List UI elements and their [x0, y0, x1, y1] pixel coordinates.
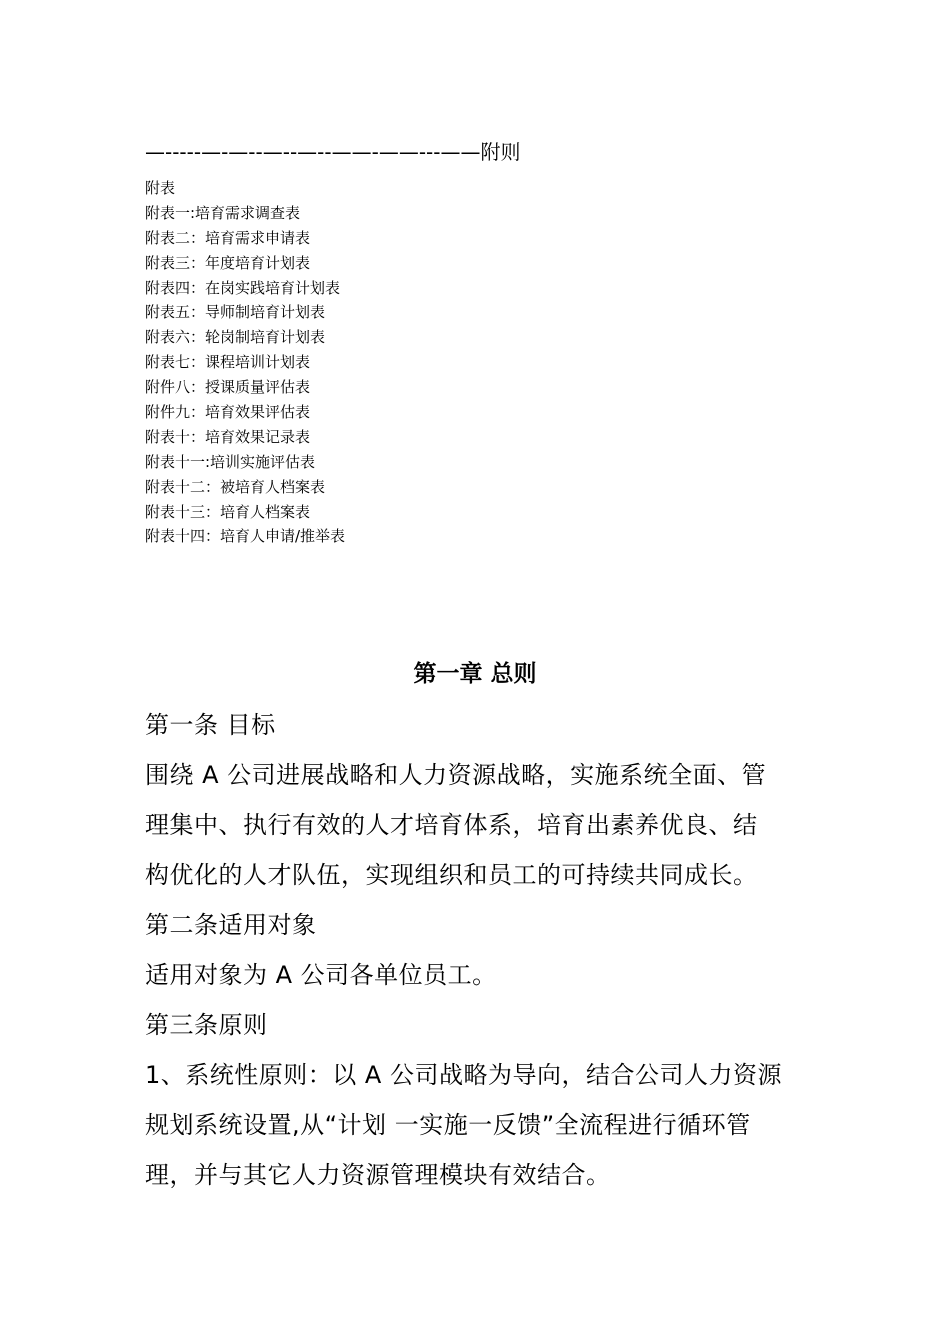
toc-entry [145, 138, 520, 166]
body-line: 构优化的人才队伍，实现组织和员工的可持续共同成长。 [145, 861, 758, 889]
appendix-heading: 附表 [145, 179, 176, 197]
appendix-item: 附表十一:培训实施评估表 [145, 452, 316, 471]
chapter-body [145, 700, 815, 1200]
appendix-item: 附表七：课程培训计划表 [145, 353, 311, 372]
appendix-item: 附表三：年度培育计划表 [145, 253, 311, 272]
appendix-item: 附表五：导师制培育计划表 [145, 303, 326, 322]
appendix-item: 附表十四：培育人申请/推举表 [145, 527, 346, 546]
article-heading: 第二条适用对象 [145, 911, 317, 939]
body-line: 理，并与其它人力资源管理模块有效结合。 [145, 1161, 611, 1189]
appendix-item: 附表十二：被培育人档案表 [145, 477, 326, 496]
appendix-item: 附件八：授课质量评估表 [145, 378, 311, 397]
toc-label: 附则 [480, 140, 521, 164]
article-heading: 第三条原则 [145, 1011, 268, 1039]
chapter-title: 第一章 总则 [413, 661, 537, 687]
appendix-item: 附表四：在岗实践培育计划表 [145, 278, 341, 297]
body-line: 理集中、执行有效的人才培育体系，培育出素养优良、结 [145, 811, 758, 839]
appendix-item: 附表六：轮岗制培育计划表 [145, 328, 326, 347]
body-line: 1、系统性原则：以 A 公司战略为导向，结合公司人力资源 [145, 1061, 782, 1089]
toc-leader-dashes: —-----—-—--—--—--——-——---—— [145, 140, 481, 164]
appendix-list [145, 176, 745, 549]
body-line: 适用对象为 A 公司各单位员工。 [145, 961, 497, 989]
article-heading: 第一条 目标 [145, 711, 276, 739]
appendix-item: 附表十三：培育人档案表 [145, 502, 311, 521]
body-line: 围绕 A 公司进展战略和人力资源战略，实施系统全面、管 [145, 761, 767, 789]
appendix-item: 附表一:培育需求调查表 [145, 203, 301, 222]
appendix-item: 附表十：培育效果记录表 [145, 427, 311, 446]
appendix-item: 附表二：培育需求申请表 [145, 228, 311, 247]
body-line: 规划系统设置,从“计划 一实施一反馈”全流程进行循环管 [145, 1111, 751, 1139]
appendix-item: 附件九：培育效果评估表 [145, 403, 311, 422]
